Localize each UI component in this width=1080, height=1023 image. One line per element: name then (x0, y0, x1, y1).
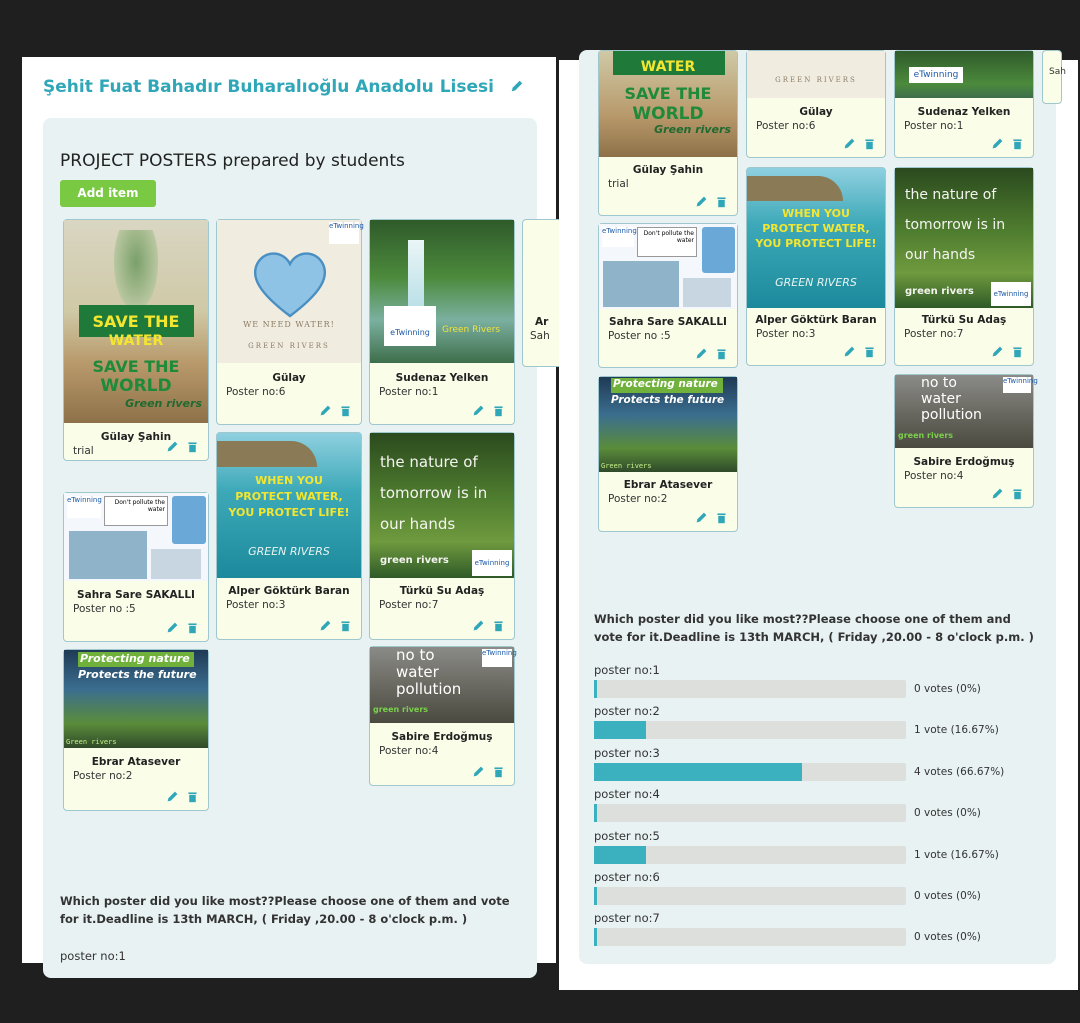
edit-icon[interactable] (695, 511, 708, 524)
poster-description: Poster no:2 (608, 493, 668, 505)
etwinning-logo: eTwinning (482, 649, 512, 667)
trash-icon[interactable] (715, 195, 728, 208)
edit-icon[interactable] (472, 619, 485, 632)
poster-image (64, 650, 208, 748)
poll-vote-count: 0 votes (0%) (914, 931, 981, 944)
edit-icon[interactable] (991, 345, 1004, 358)
poster-description: Poster no:1 (379, 386, 439, 398)
poster-card[interactable] (216, 432, 362, 640)
card-actions (991, 345, 1024, 358)
poster-description: Poster no:6 (756, 120, 816, 132)
poster-author: Ar (535, 316, 549, 328)
trash-icon[interactable] (715, 347, 728, 360)
poster-card[interactable] (63, 492, 209, 642)
poster-card[interactable] (216, 219, 362, 425)
poll-bar-fill (594, 928, 597, 946)
poster-description: Poster no :5 (608, 330, 671, 342)
poster-card[interactable] (369, 219, 515, 425)
trash-icon[interactable] (1011, 487, 1024, 500)
edit-icon[interactable] (991, 137, 1004, 150)
padlet-board (43, 118, 550, 978)
poster-text: green rivers (373, 705, 429, 714)
poster-author: Sudenaz Yelken (395, 372, 489, 384)
poster-description: Poster no:3 (226, 599, 286, 611)
poster-image (217, 220, 364, 363)
poster-image (217, 433, 361, 578)
poster-description: trial (73, 445, 94, 457)
etwinning-logo: eTwinning (602, 227, 634, 247)
poster-author: Sabire Erdoğmuş (391, 731, 493, 743)
poster-image (64, 493, 208, 581)
left-screenshot-panel (22, 57, 556, 963)
poster-image (895, 375, 1038, 448)
card-actions (166, 621, 199, 634)
edit-icon[interactable] (472, 404, 485, 417)
poll-option-label: poster no:6 (594, 870, 660, 884)
edit-icon[interactable] (472, 765, 485, 778)
card-actions (695, 195, 728, 208)
poster-card[interactable] (894, 50, 1034, 158)
poster-text: Green rivers (601, 462, 652, 470)
poster-text: Green rivers (125, 397, 202, 410)
poll-vote-count: 1 vote (16.67%) (914, 848, 999, 861)
poster-author: Sabire Erdoğmuş (913, 456, 1015, 468)
poster-text: GREEN RIVERS (775, 76, 857, 84)
poster-text: Don't pollute the water (104, 496, 168, 526)
poster-text: Protecting nature (613, 378, 718, 390)
poster-description: Poster no:2 (73, 770, 133, 782)
poster-text: WE NEED WATER! (243, 320, 335, 329)
poster-text: Protecting nature (80, 652, 190, 665)
poster-text: Green rivers (66, 738, 117, 746)
edit-icon[interactable] (991, 487, 1004, 500)
poll-option-label: poster no:3 (594, 745, 660, 760)
poster-text: Protects the future (611, 394, 725, 406)
poster-author: Gülay (272, 372, 306, 384)
poster-image (370, 433, 514, 578)
trash-icon[interactable] (715, 511, 728, 524)
poll-question: Which poster did you like most??Please choose one of them and vote for it.Deadline is 13th MARCH, ( Friday ,20.00 - 8 o'clock p.m. ) (594, 612, 1034, 644)
card-actions (472, 765, 505, 778)
poster-text: WHEN YOU PROTECT WATER, YOU PROTECT LIFE! (755, 207, 877, 250)
poster-image (370, 220, 514, 363)
poster-card[interactable] (894, 374, 1038, 508)
edit-icon[interactable] (843, 137, 856, 150)
card-actions (695, 347, 728, 360)
board-title: PROJECT POSTERS prepared by students (60, 151, 405, 171)
poster-card[interactable] (598, 50, 738, 216)
poll-bar-fill (594, 804, 597, 822)
trash-icon[interactable] (186, 621, 199, 634)
poster-card-partial[interactable] (522, 219, 562, 367)
poster-card[interactable] (63, 649, 209, 811)
poster-card[interactable] (746, 50, 886, 158)
trash-icon[interactable] (186, 790, 199, 803)
etwinning-logo: eTwinning (472, 550, 512, 576)
poll-option-bar[interactable] (594, 721, 906, 739)
poster-description: Poster no:7 (904, 328, 964, 340)
poster-description: Poster no:3 (756, 328, 816, 340)
poster-text: green rivers (380, 555, 449, 566)
poll-option-bar[interactable] (594, 680, 906, 698)
poll-bar-fill (594, 721, 646, 739)
edit-icon[interactable] (166, 440, 179, 453)
edit-icon[interactable] (319, 404, 332, 417)
poster-author: Sahra Sare SAKALLI (77, 589, 195, 601)
poll-vote-count: 0 votes (0%) (914, 683, 981, 695)
poll-bar-fill (594, 846, 646, 864)
etwinning-logo: eTwinning (67, 496, 101, 518)
poster-text: GREEN RIVERS (248, 545, 330, 558)
poster-author: Ebrar Atasever (623, 479, 713, 491)
poll-option-bar[interactable] (594, 763, 906, 781)
poll-vote-count: 0 votes (0%) (914, 807, 981, 820)
trash-icon[interactable] (339, 619, 352, 632)
poster-text: WATER (108, 333, 164, 349)
poll-bar-fill (594, 887, 597, 905)
poll-option-bar[interactable] (594, 928, 906, 946)
card-actions (472, 619, 505, 632)
card-actions (991, 137, 1024, 150)
poster-card[interactable] (369, 432, 515, 640)
trash-icon[interactable] (863, 137, 876, 150)
poster-text: no to water pollution (396, 646, 462, 698)
edit-icon[interactable] (695, 195, 708, 208)
poster-image (599, 51, 737, 157)
poll-bar-fill (594, 763, 802, 781)
add-item-button[interactable]: Add item (60, 180, 156, 207)
trash-icon[interactable] (492, 404, 505, 417)
poster-image (599, 377, 737, 472)
poster-card[interactable] (894, 167, 1034, 366)
trash-icon[interactable] (1011, 345, 1024, 358)
card-actions (991, 487, 1024, 500)
poster-card[interactable] (63, 219, 209, 461)
poster-description: Poster no:1 (904, 120, 964, 132)
poster-text: WHEN YOU PROTECT WATER, YOU PROTECT LIFE! (228, 474, 350, 519)
poster-card[interactable] (746, 167, 886, 366)
poll-option-bar[interactable] (594, 846, 906, 864)
poster-text: SAVE THE (624, 84, 712, 103)
poster-image (370, 646, 517, 723)
poster-author: Türkü Su Adaş (399, 585, 485, 597)
trash-icon[interactable] (186, 440, 199, 453)
poster-card[interactable] (598, 376, 738, 532)
poster-card[interactable] (598, 223, 738, 368)
trash-icon[interactable] (863, 345, 876, 358)
poster-text: GREEN RIVERS (248, 342, 330, 350)
edit-icon[interactable] (843, 345, 856, 358)
poster-text: WATER (640, 59, 696, 75)
card-actions (166, 440, 199, 453)
poster-author: Sahra Sare SAKALLI (609, 316, 727, 328)
etwinning-logo: eTwinning (390, 328, 430, 337)
trash-icon[interactable] (492, 765, 505, 778)
card-actions (695, 511, 728, 524)
poll-option-label: poster no:1 (60, 949, 126, 963)
edit-icon[interactable] (319, 619, 332, 632)
poster-author: Türkü Su Adaş (921, 314, 1007, 326)
right-screenshot-panel (559, 60, 1078, 990)
poll-vote-count: 1 vote (16.67%) (914, 724, 999, 737)
poll-option-label: poster no:5 (594, 828, 660, 843)
poster-description: Sah (530, 330, 550, 342)
card-actions (319, 619, 352, 632)
poster-author: Gülay Şahin (100, 431, 172, 443)
poster-description: Sah (1049, 67, 1066, 77)
poster-text: Green Rivers (442, 325, 501, 335)
poster-description: Poster no:6 (226, 386, 286, 398)
poster-text: Green rivers (654, 123, 731, 136)
poster-text: WORLD (100, 376, 172, 396)
poll-option-label: poster no:1 (594, 663, 660, 677)
poster-text: green rivers (898, 431, 954, 440)
poster-author: Ebrar Atasever (91, 756, 181, 768)
poster-author: Alper Göktürk Baran (755, 314, 877, 326)
edit-icon[interactable] (166, 790, 179, 803)
poster-description: Poster no:7 (379, 599, 439, 611)
card-actions (472, 404, 505, 417)
trash-icon[interactable] (339, 404, 352, 417)
padlet-board (579, 50, 1066, 964)
poster-text: WORLD (632, 104, 704, 124)
poster-text: green rivers (905, 286, 974, 297)
poster-image (895, 168, 1033, 308)
poll-vote-count: 0 votes (0%) (914, 890, 981, 902)
poll-vote-count: 4 votes (66.67%) (914, 765, 1005, 778)
card-actions (843, 137, 876, 150)
poster-card[interactable] (369, 646, 515, 786)
edit-icon[interactable] (166, 621, 179, 634)
card-actions (319, 404, 352, 417)
poster-image (747, 168, 885, 308)
card-actions (166, 790, 199, 803)
poll-option-label: poster no:2 (594, 704, 660, 719)
poster-text: the nature of tomorrow is in our hands (905, 187, 1006, 263)
poster-author: Sudenaz Yelken (917, 106, 1011, 118)
poster-text: GREEN RIVERS (775, 276, 857, 289)
poster-image (64, 220, 208, 423)
poster-text: the nature of tomorrow is in our hands (380, 453, 488, 533)
etwinning-logo: eTwinning (1003, 377, 1031, 393)
etwinning-logo: eTwinning (329, 222, 359, 244)
edit-title-icon[interactable] (510, 79, 524, 97)
poster-author: Gülay Şahin (632, 164, 704, 176)
poll-question: Which poster did you like most??Please choose one of them and vote for it.Deadline is 13th MARCH, ( Friday ,20.00 - 8 o'clock p.m. ) (60, 894, 510, 926)
card-actions (843, 345, 876, 358)
poster-text: no to water pollution (921, 375, 982, 423)
poster-text: Protects the future (78, 668, 197, 681)
poster-text: SAVE THE (92, 357, 180, 376)
poster-text: Don't pollute the water (637, 227, 697, 257)
poster-image (599, 224, 737, 309)
heart-icon (245, 248, 335, 320)
poster-image (895, 51, 1033, 98)
poll-option-bar[interactable] (594, 887, 906, 905)
trash-icon[interactable] (492, 619, 505, 632)
poster-image (747, 51, 885, 98)
poster-description: trial (608, 178, 629, 190)
etwinning-logo: eTwinning (909, 67, 963, 83)
poster-author: Gülay (799, 106, 833, 118)
poll-option-label: poster no:4 (594, 787, 660, 802)
poll-option-bar[interactable] (594, 804, 906, 822)
etwinning-logo: eTwinning (991, 282, 1031, 306)
poster-text: SAVE THE (92, 312, 180, 331)
poll-option-label: poster no:7 (594, 911, 660, 926)
poster-description: Poster no :5 (73, 603, 136, 615)
poll-bar-fill (594, 680, 597, 698)
poster-author: Alper Göktürk Baran (228, 585, 350, 597)
edit-icon[interactable] (695, 347, 708, 360)
poster-description: Poster no:4 (379, 745, 439, 757)
school-title[interactable]: Şehit Fuat Bahadır Buharalıoğlu Anadolu Lisesi (43, 77, 494, 97)
poster-card-partial[interactable] (1042, 50, 1066, 104)
poster-description: Poster no:4 (904, 470, 964, 482)
trash-icon[interactable] (1011, 137, 1024, 150)
